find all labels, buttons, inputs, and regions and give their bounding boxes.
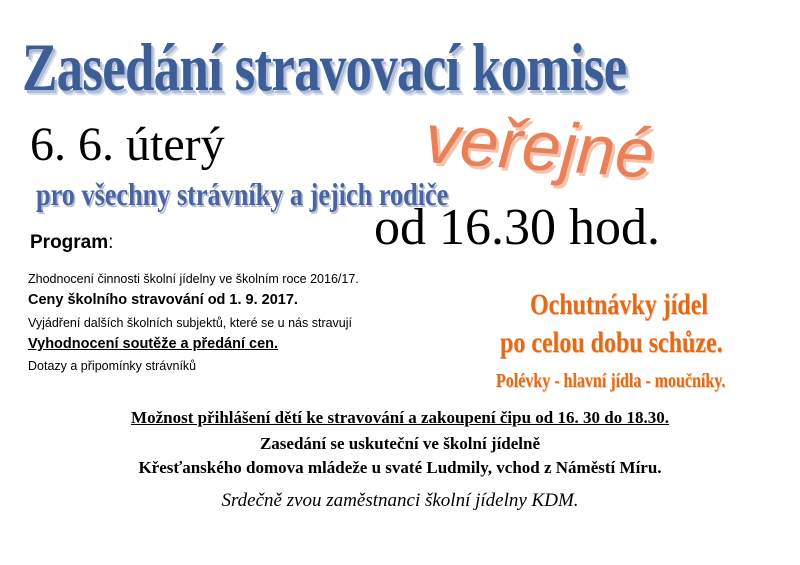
venue-line-1: Zasedání se uskuteční ve školní jídelně bbox=[259, 434, 541, 453]
venue-line-2: Křesťanského domova mládeže u svaté Ludmily, vchod z Náměstí Míru. bbox=[138, 458, 662, 477]
poster-title: Zasedání stravovací komise bbox=[22, 29, 627, 105]
program-heading-colon: : bbox=[108, 232, 114, 253]
audience-text: pro všechny strávníky a jejich rodiče bbox=[36, 176, 449, 212]
meeting-date: 6. 6. úterý bbox=[30, 118, 225, 171]
program-heading bbox=[30, 232, 113, 254]
invitation-signoff: Srdečně zvou zaměstnanci školní jídelny KDM. bbox=[221, 490, 579, 511]
program-item: Vyjádření dalších školních subjektů, které se u nás stravují bbox=[28, 316, 353, 330]
program-item: Ceny školního stravování od 1. 9. 2017. bbox=[28, 292, 298, 308]
meeting-time: od 16.30 hod. bbox=[374, 199, 660, 256]
tasting-line-3: Polévky - hlavní jídla - moučníky. bbox=[496, 370, 726, 392]
tasting-line-2: po celou dobu schůze. bbox=[500, 326, 723, 359]
program-heading-label: Program bbox=[30, 232, 109, 253]
program-item: Dotazy a připomínky strávníků bbox=[28, 359, 197, 373]
program-item: Vyhodnocení soutěže a předání cen. bbox=[28, 336, 279, 352]
program-item: Zhodnocení činnosti školní jídelny ve školním roce 2016/17. bbox=[28, 272, 359, 286]
public-label: veřejné bbox=[422, 98, 657, 193]
registration-note: Možnost přihlášení dětí ke stravování a zakoupení čipu od 16. 30 do 18.30. bbox=[131, 408, 669, 427]
tasting-line-1: Ochutnávky jídel bbox=[530, 288, 709, 321]
